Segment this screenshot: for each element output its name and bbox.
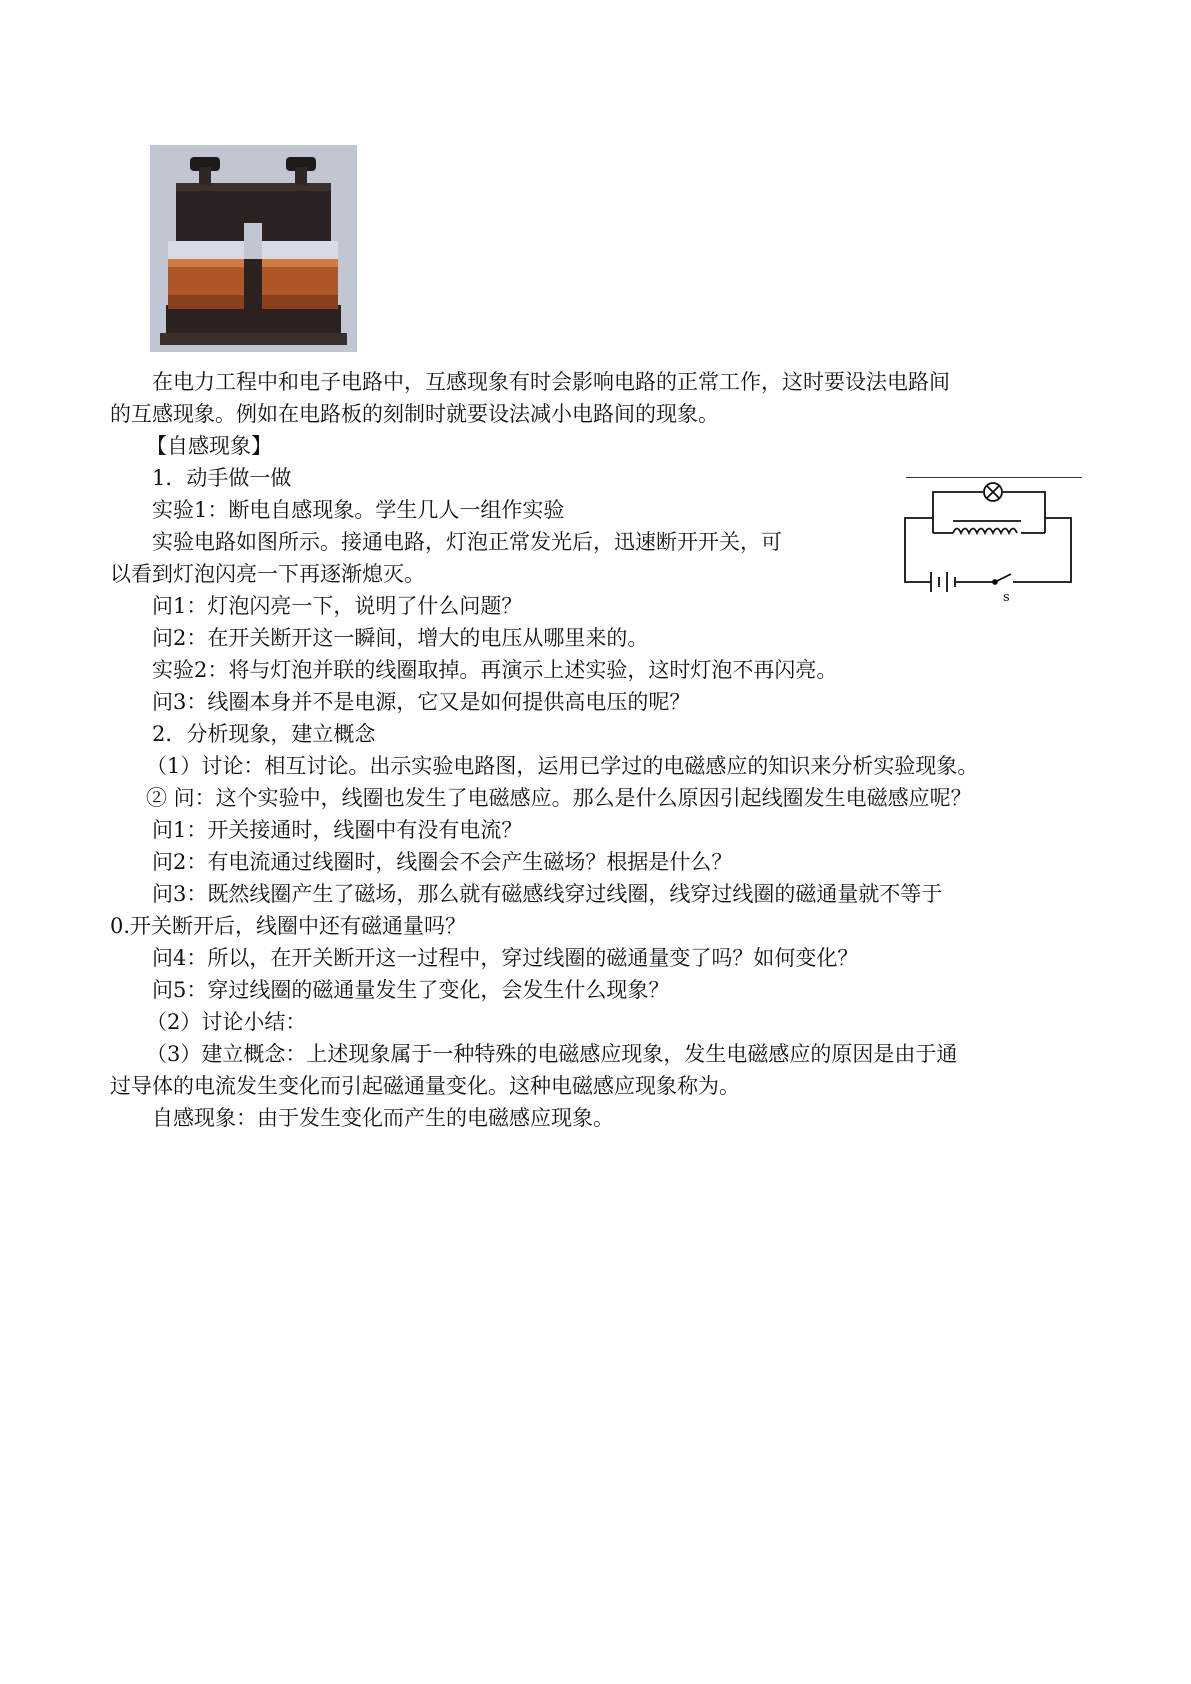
definition-self-induction: 自感现象：由于发生变化而产生的电磁感应现象。 xyxy=(152,1106,614,1130)
analysis-question-4: 问4：所以，在开关断开这一过程中，穿过线圈的磁通量变了吗？如何变化？ xyxy=(152,946,859,970)
analysis-question-3-line1: 问3：既然线圈产生了磁场，那么就有磁感线穿过线圈，线穿过线圈的磁通量就不等于 xyxy=(152,882,943,906)
inductor-coil-icon xyxy=(953,529,1017,534)
analysis-question-3-line2: 0.开关断开后，线圈中还有磁通量吗？ xyxy=(110,914,467,938)
discussion-summary: （2）讨论小结： xyxy=(146,1010,307,1034)
experiment2: 实验2：将与灯泡并联的线圈取掉。再演示上述实验，这时灯泡不再闪亮。 xyxy=(152,658,838,682)
question-1: 问1：灯泡闪亮一下，说明了什么问题？ xyxy=(152,594,523,618)
experiment1-title: 实验1：断电自感现象。学生几人一组作实验 xyxy=(152,498,565,522)
item1-heading: 1．动手做一做 xyxy=(152,466,292,490)
question-3: 问3：线圈本身并不是电源，它又是如何提供高电压的呢？ xyxy=(152,690,691,714)
coil-apparatus-photo xyxy=(150,145,357,352)
discussion-question: ② 问：这个实验中，线圈也发生了电磁感应。那么是什么原因引起线圈发生电磁感应呢？ xyxy=(146,786,972,810)
item2-heading: 2．分析现象，建立概念 xyxy=(152,722,376,746)
switch-label: s xyxy=(1003,590,1010,605)
paragraph-mutual-induction-line2: 的互感现象。例如在电路板的刻制时就要设法减小电路间的现象。 xyxy=(110,402,719,426)
analysis-question-1: 问1：开关接通时，线圈中有没有电流？ xyxy=(152,818,523,842)
concept-line2: 过导体的电流发生变化而引起磁通量变化。这种电磁感应现象称为。 xyxy=(110,1074,740,1098)
paragraph-mutual-induction-line1: 在电力工程中和电子电路中，互感现象有时会影响电路的正常工作，这时要设法电路间 xyxy=(152,370,950,394)
discussion-1: （1）讨论：相互讨论。出示实验电路图，运用已学过的电磁感应的知识来分析实验现象。 xyxy=(146,754,979,778)
coil-apparatus-illustration xyxy=(150,145,357,352)
analysis-question-5: 问5：穿过线圈的磁通量发生了变化，会发生什么现象？ xyxy=(152,978,670,1002)
switch-icon xyxy=(995,574,1011,582)
experiment1-description-line2: 以看到灯泡闪亮一下再逐渐熄灭。 xyxy=(110,562,425,586)
concept-line1: （3）建立概念：上述现象属于一种特殊的电磁感应现象，发生电磁感应的原因是由于通 xyxy=(146,1042,958,1066)
section-heading-self-induction: 【自感现象】 xyxy=(146,434,272,458)
self-induction-circuit-diagram xyxy=(893,470,1088,610)
analysis-question-2: 问2：有电流通过线圈时，线圈会不会产生磁场？根据是什么？ xyxy=(152,850,733,874)
experiment1-description-line1: 实验电路如图所示。接通电路，灯泡正常发光后，迅速断开开关，可 xyxy=(152,530,782,554)
question-2: 问2：在开关断开这一瞬间，增大的电压从哪里来的。 xyxy=(152,626,649,650)
